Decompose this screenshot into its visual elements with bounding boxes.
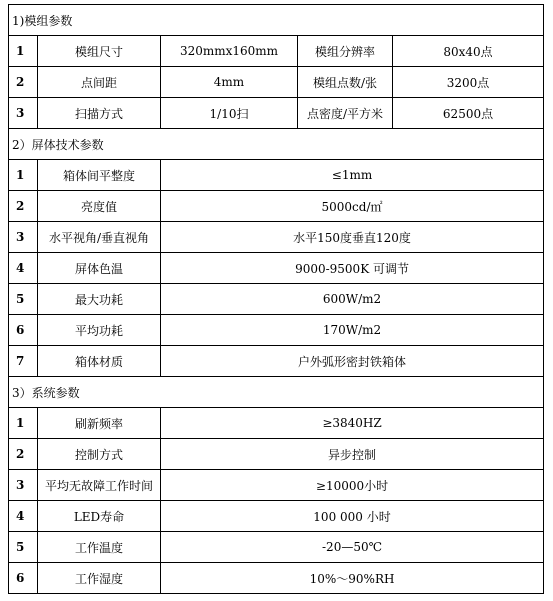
row-number: 3 bbox=[9, 470, 38, 501]
param-value: 62500点 bbox=[393, 98, 544, 129]
param-label: 平均功耗 bbox=[38, 315, 161, 346]
param-label: 箱体材质 bbox=[38, 346, 161, 377]
param-value: 3200点 bbox=[393, 67, 544, 98]
row-number: 2 bbox=[9, 67, 38, 98]
table-row bbox=[9, 253, 544, 284]
param-label: 水平视角/垂直视角 bbox=[38, 222, 161, 253]
section-header-row bbox=[9, 129, 544, 160]
table-row bbox=[9, 160, 544, 191]
param-value: 600W/m2 bbox=[161, 284, 544, 315]
table-row bbox=[9, 315, 544, 346]
param-value: 5000cd/㎡ bbox=[161, 191, 544, 222]
table-row bbox=[9, 284, 544, 315]
row-number: 5 bbox=[9, 532, 38, 563]
section-header-row bbox=[9, 5, 544, 36]
table-row bbox=[9, 98, 544, 129]
param-value: 170W/m2 bbox=[161, 315, 544, 346]
table-row bbox=[9, 563, 544, 594]
row-number: 3 bbox=[9, 98, 38, 129]
param-label: 模组点数/张 bbox=[298, 67, 393, 98]
table-row bbox=[9, 36, 544, 67]
param-label: 模组尺寸 bbox=[38, 36, 161, 67]
table-row bbox=[9, 501, 544, 532]
param-value: 10%～90%RH bbox=[161, 563, 544, 594]
param-label: 刷新频率 bbox=[38, 408, 161, 439]
param-label: 工作湿度 bbox=[38, 563, 161, 594]
param-value: 80x40点 bbox=[393, 36, 544, 67]
param-label: 扫描方式 bbox=[38, 98, 161, 129]
row-number: 6 bbox=[9, 315, 38, 346]
param-label: 控制方式 bbox=[38, 439, 161, 470]
table-row bbox=[9, 470, 544, 501]
param-label: 屏体色温 bbox=[38, 253, 161, 284]
row-number: 1 bbox=[9, 36, 38, 67]
param-value: 水平150度垂直120度 bbox=[161, 222, 544, 253]
param-label: 工作温度 bbox=[38, 532, 161, 563]
spec-table bbox=[8, 4, 544, 594]
table-row bbox=[9, 408, 544, 439]
row-number: 7 bbox=[9, 346, 38, 377]
param-value: ≤1mm bbox=[161, 160, 544, 191]
param-label: LED寿命 bbox=[38, 501, 161, 532]
row-number: 6 bbox=[9, 563, 38, 594]
section-title: 1)模组参数 bbox=[9, 5, 544, 36]
param-label: 模组分辨率 bbox=[298, 36, 393, 67]
param-value: 1/10扫 bbox=[161, 98, 298, 129]
section-header-row bbox=[9, 377, 544, 408]
row-number: 5 bbox=[9, 284, 38, 315]
param-value: 异步控制 bbox=[161, 439, 544, 470]
param-value: -20—50℃ bbox=[161, 532, 544, 563]
param-label: 亮度值 bbox=[38, 191, 161, 222]
row-number: 3 bbox=[9, 222, 38, 253]
row-number: 2 bbox=[9, 439, 38, 470]
param-value: 4mm bbox=[161, 67, 298, 98]
param-value: 100 000 小时 bbox=[161, 501, 544, 532]
table-row bbox=[9, 67, 544, 98]
param-label: 点间距 bbox=[38, 67, 161, 98]
table-row bbox=[9, 346, 544, 377]
param-value: ≥10000小时 bbox=[161, 470, 544, 501]
row-number: 2 bbox=[9, 191, 38, 222]
row-number: 1 bbox=[9, 408, 38, 439]
param-label: 平均无故障工作时间 bbox=[38, 470, 161, 501]
row-number: 4 bbox=[9, 501, 38, 532]
section-title: 2）屏体技术参数 bbox=[9, 129, 544, 160]
table-row bbox=[9, 222, 544, 253]
param-value: 户外弧形密封铁箱体 bbox=[161, 346, 544, 377]
row-number: 1 bbox=[9, 160, 38, 191]
table-row bbox=[9, 439, 544, 470]
param-label: 箱体间平整度 bbox=[38, 160, 161, 191]
row-number: 4 bbox=[9, 253, 38, 284]
table-row bbox=[9, 191, 544, 222]
param-value: 320mmx160mm bbox=[161, 36, 298, 67]
table-row bbox=[9, 532, 544, 563]
section-title: 3）系统参数 bbox=[9, 377, 544, 408]
param-label: 点密度/平方米 bbox=[298, 98, 393, 129]
param-value: 9000-9500K 可调节 bbox=[161, 253, 544, 284]
param-value: ≥3840HZ bbox=[161, 408, 544, 439]
param-label: 最大功耗 bbox=[38, 284, 161, 315]
